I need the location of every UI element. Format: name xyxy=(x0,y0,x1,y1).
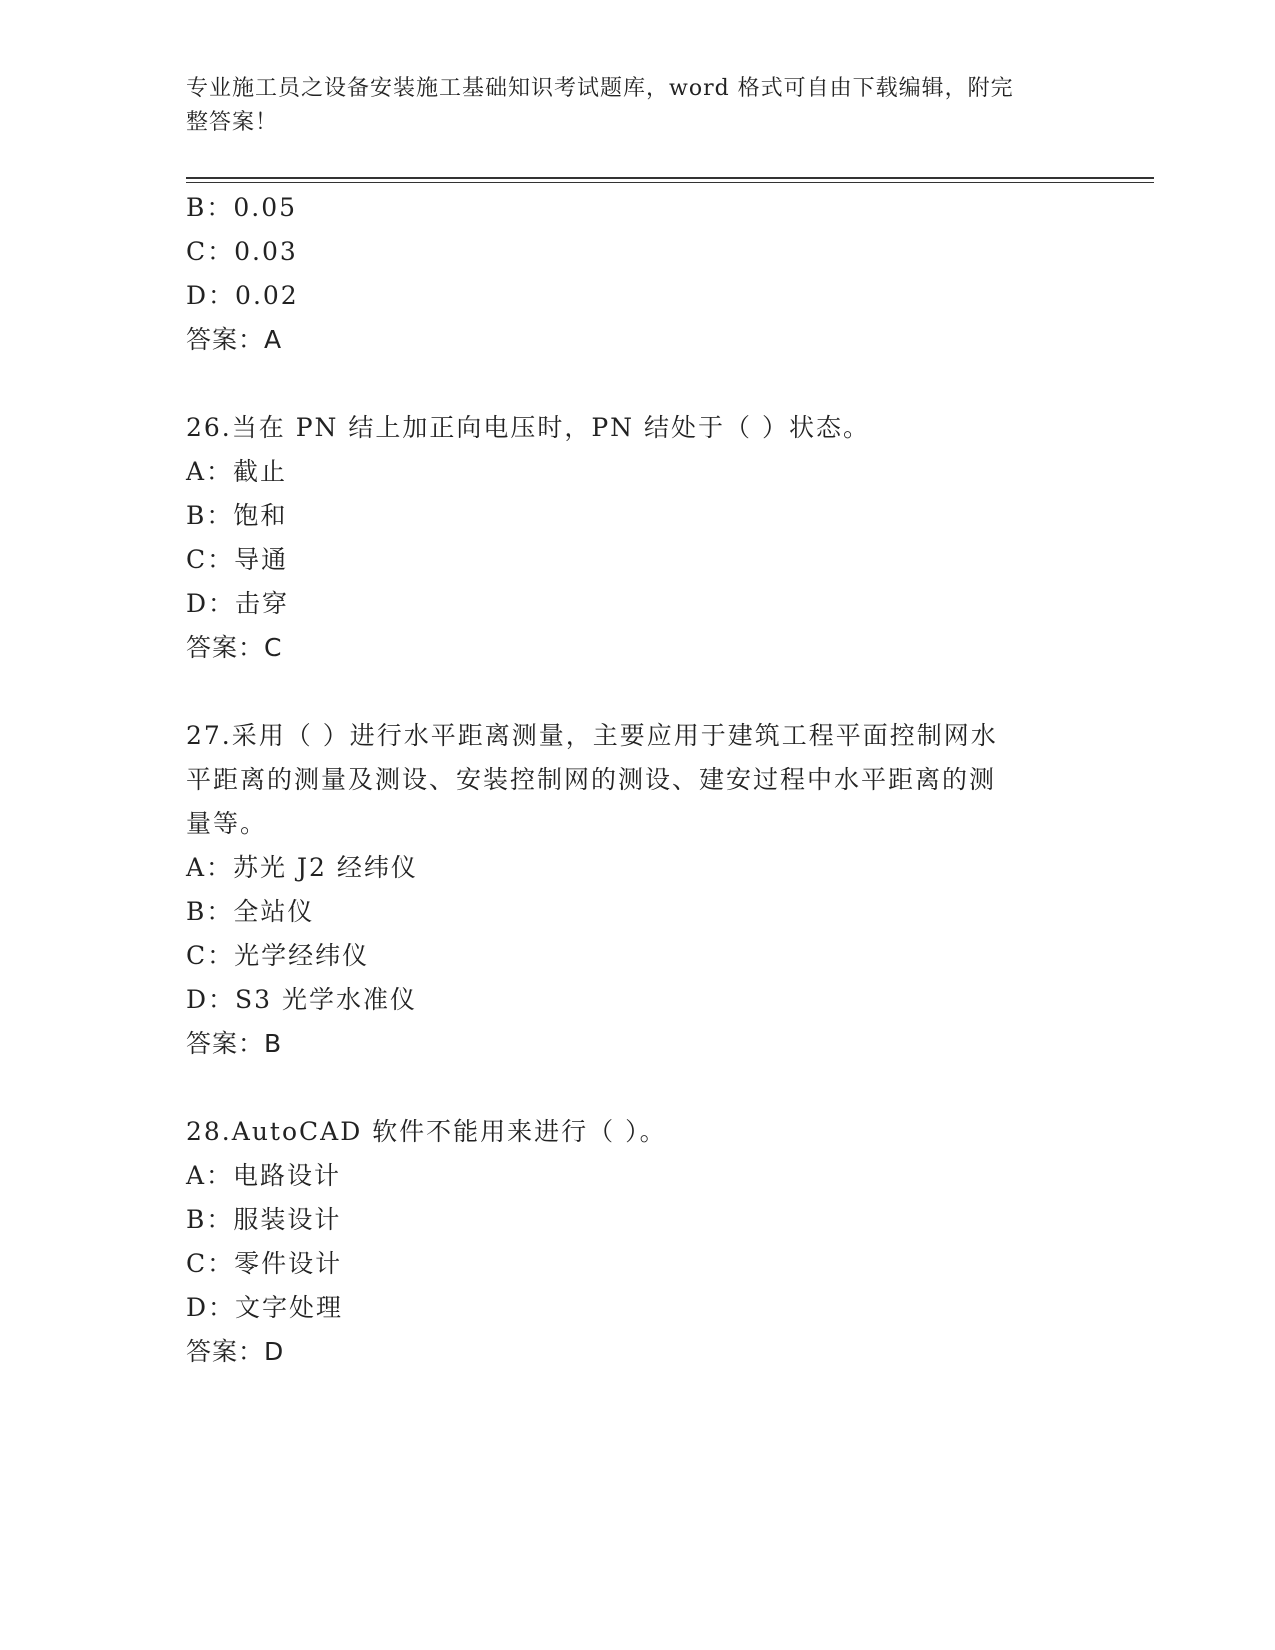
question-26-answer: 答案：C xyxy=(186,633,283,662)
question-28-answer: 答案：D xyxy=(186,1337,285,1366)
question-28-option-a: A：电路设计 xyxy=(186,1161,342,1190)
question-27-text-line-1: 27.采用（ ）进行水平距离测量，主要应用于建筑工程平面控制网水 xyxy=(186,721,998,750)
question-27-option-b: B：全站仪 xyxy=(186,897,315,926)
question-27-text-line-2: 平距离的测量及测设、安装控制网的测设、建安过程中水平距离的测 xyxy=(186,765,997,794)
question-27-text-line-3: 量等。 xyxy=(186,809,268,838)
answer: 答案：A xyxy=(186,325,283,354)
question-26-option-d: D：击穿 xyxy=(186,589,290,618)
question-27-option-a: A：苏光 J2 经纬仪 xyxy=(186,853,418,882)
question-28-option-c: C：零件设计 xyxy=(186,1249,343,1278)
question-26-option-c: C：导通 xyxy=(186,545,289,574)
header-divider-thick xyxy=(186,177,1154,179)
header-divider-thin xyxy=(186,182,1154,183)
question-26-option-a: A：截止 xyxy=(186,457,288,486)
option-b: B：0.05 xyxy=(186,193,298,222)
question-26-text: 26.当在 PN 结上加正向电压时，PN 结处于（ ）状态。 xyxy=(186,413,870,442)
option-d: D：0.02 xyxy=(186,281,299,310)
question-28-option-b: B：服装设计 xyxy=(186,1205,342,1234)
question-28-text: 28.AutoCAD 软件不能用来进行（ ）。 xyxy=(186,1117,667,1146)
document-header xyxy=(186,72,1066,140)
question-28-option-d: D：文字处理 xyxy=(186,1293,344,1322)
header-line-1: 专业施工员之设备安装施工基础知识考试题库，word 格式可自由下载编辑，附完 xyxy=(186,76,1014,101)
header-line-2: 整答案！ xyxy=(186,110,279,135)
question-26-option-b: B：饱和 xyxy=(186,501,288,530)
option-c: C：0.03 xyxy=(186,237,298,266)
question-27-option-c: C：光学经纬仪 xyxy=(186,941,370,970)
question-27-option-d: D：S3 光学水准仪 xyxy=(186,985,418,1014)
question-27-answer: 答案：B xyxy=(186,1029,283,1058)
